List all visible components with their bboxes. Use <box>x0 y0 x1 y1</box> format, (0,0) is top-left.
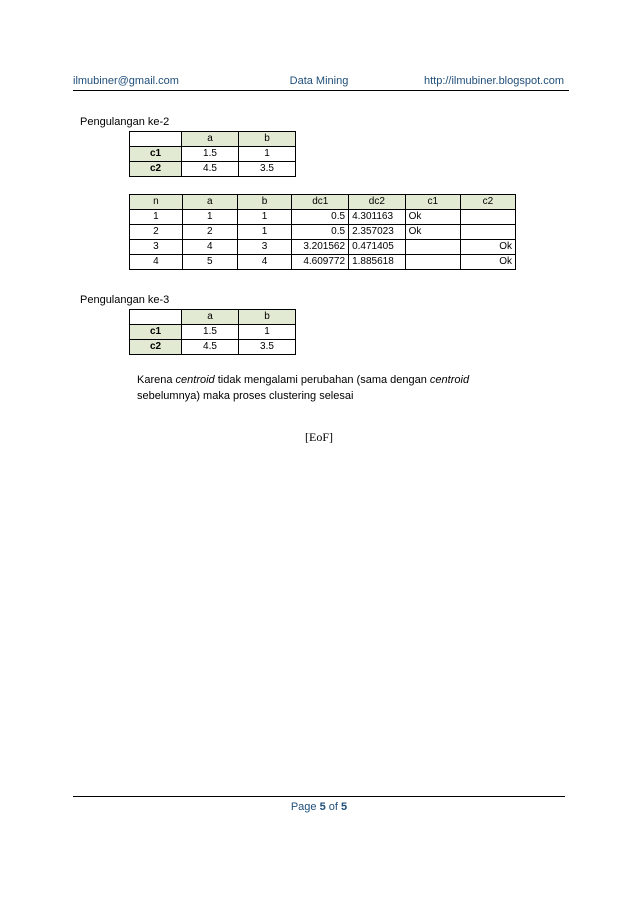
table-cell: 1 <box>130 210 183 225</box>
iteration3-centroid-table <box>129 309 296 355</box>
table-cell: Ok <box>460 255 515 270</box>
iteration2-heading: Pengulangan ke-2 <box>80 116 170 128</box>
table-cell: 4.5 <box>182 162 239 177</box>
table-header-cell: a <box>182 310 239 325</box>
iteration2-centroid-table <box>129 131 296 177</box>
table-cell: 3 <box>130 240 183 255</box>
conclusion-emphasis: centroid <box>175 374 215 386</box>
table-row-label: c1 <box>130 147 182 162</box>
conclusion-text: sebelumnya) maka proses clustering selesai <box>137 390 354 402</box>
table-cell: 5 <box>182 255 237 270</box>
table-cell: 4 <box>237 255 292 270</box>
header-title: Data Mining <box>289 75 349 87</box>
table-row <box>130 147 296 162</box>
table-header-row <box>130 132 296 147</box>
table-header-cell: b <box>237 195 292 210</box>
table-cell: 1.5 <box>182 325 239 340</box>
conclusion-text: tidak mengalami perubahan (sama dengan <box>214 374 430 386</box>
table-row <box>130 340 296 355</box>
table-cell <box>405 255 460 270</box>
table-cell: 3.5 <box>239 340 296 355</box>
footer-rule <box>73 796 565 797</box>
table-cell: 3.201562 <box>292 240 349 255</box>
total-pages: 5 <box>341 801 348 813</box>
table-cell: 3 <box>237 240 292 255</box>
table-header-row <box>130 195 516 210</box>
table-header-cell: b <box>239 310 296 325</box>
table-header-cell: dc2 <box>349 195 406 210</box>
table-header-row <box>130 310 296 325</box>
table-cell: 4.5 <box>182 340 239 355</box>
end-of-file-marker: [EoF] <box>305 430 333 444</box>
table-row <box>130 225 516 240</box>
conclusion-paragraph <box>137 372 497 404</box>
table-row <box>130 162 296 177</box>
table-row-label: c2 <box>130 162 182 177</box>
iteration2-distance-table <box>129 194 516 270</box>
header-rule <box>73 90 569 91</box>
table-cell: 1.885618 <box>349 255 406 270</box>
table-cell: 2 <box>182 225 237 240</box>
iteration3-heading: Pengulangan ke-3 <box>80 294 170 306</box>
header-url: http://ilmubiner.blogspot.com <box>423 75 564 87</box>
table-cell: 2 <box>130 225 183 240</box>
table-header-cell: a <box>182 132 239 147</box>
table-cell: 1 <box>239 325 296 340</box>
table-row <box>130 255 516 270</box>
conclusion-text: Karena <box>137 374 176 386</box>
table-cell: 0.471405 <box>349 240 406 255</box>
page-number <box>0 801 638 813</box>
table-cell <box>130 132 182 147</box>
table-cell: 0.5 <box>292 210 349 225</box>
table-cell: 3.5 <box>239 162 296 177</box>
table-cell <box>405 240 460 255</box>
table-header-cell: a <box>182 195 237 210</box>
current-page: 5 <box>319 801 326 813</box>
of-word: of <box>328 801 338 813</box>
table-header-cell: dc1 <box>292 195 349 210</box>
table-cell: 1.5 <box>182 147 239 162</box>
table-row <box>130 210 516 225</box>
table-row-label: c2 <box>130 340 182 355</box>
table-cell: 1 <box>239 147 296 162</box>
table-header-cell: c2 <box>460 195 515 210</box>
page-word: Page <box>290 801 317 813</box>
table-cell: Ok <box>405 225 460 240</box>
table-cell: 4.301163 <box>349 210 406 225</box>
table-header-cell: c1 <box>405 195 460 210</box>
table-cell: Ok <box>460 240 515 255</box>
table-row <box>130 240 516 255</box>
table-cell: 1 <box>182 210 237 225</box>
table-cell: 2.357023 <box>349 225 406 240</box>
table-cell <box>130 310 182 325</box>
table-cell: 4 <box>182 240 237 255</box>
table-cell <box>460 210 515 225</box>
table-cell: 4 <box>130 255 183 270</box>
table-cell: 1 <box>237 225 292 240</box>
table-header-cell: b <box>239 132 296 147</box>
table-row <box>130 325 296 340</box>
table-row-label: c1 <box>130 325 182 340</box>
table-cell: 4.609772 <box>292 255 349 270</box>
table-cell: 1 <box>237 210 292 225</box>
table-header-cell: n <box>130 195 183 210</box>
conclusion-emphasis: centroid <box>429 374 470 386</box>
header-email: ilmubiner@gmail.com <box>73 75 179 87</box>
table-cell: Ok <box>405 210 460 225</box>
table-cell: 0.5 <box>292 225 349 240</box>
table-cell <box>460 225 515 240</box>
